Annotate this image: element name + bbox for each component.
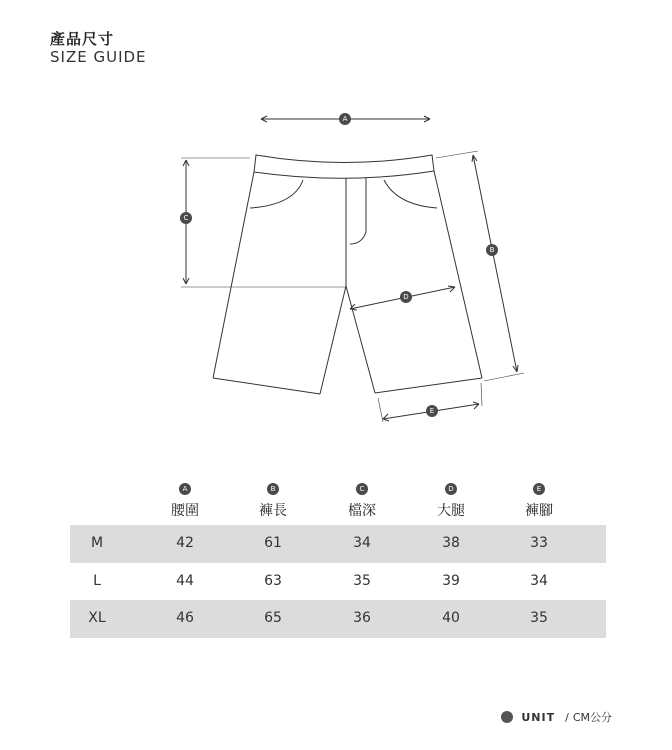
measure-lines <box>181 116 524 422</box>
table-cell: 38 <box>442 535 460 551</box>
table-row <box>70 563 606 601</box>
table-row <box>70 600 606 638</box>
unit-value: CM公分 <box>572 711 612 724</box>
size-label: XL <box>88 610 106 626</box>
table-cell: 44 <box>176 572 194 589</box>
marker-c <box>180 212 192 224</box>
table-cell: 35 <box>353 572 371 589</box>
marker-badge: A <box>179 483 191 495</box>
left-pocket <box>250 180 303 208</box>
table-row <box>70 525 606 563</box>
column-label: 大腿 <box>437 503 465 519</box>
right-hem <box>375 378 482 393</box>
svg-text:A: A <box>342 115 348 123</box>
fly-stitch <box>350 178 366 244</box>
table-cell: 33 <box>530 535 548 551</box>
column-header-hem <box>509 476 569 520</box>
right-outer-seam <box>434 171 482 378</box>
column-label: 腰圍 <box>171 503 199 519</box>
marker-b <box>486 244 498 256</box>
title-chinese: 產品尺寸 <box>50 30 115 48</box>
table-cell: 36 <box>353 610 371 626</box>
table-cell: 34 <box>353 535 371 551</box>
table-cell: 42 <box>176 535 194 551</box>
left-outer-seam <box>213 172 254 378</box>
svg-text:E: E <box>429 407 435 415</box>
marker-badge: C <box>356 483 368 495</box>
shorts-outline <box>213 155 482 394</box>
column-header-rise <box>332 476 392 520</box>
table-cell: 65 <box>264 610 282 626</box>
marker-d <box>400 291 412 303</box>
table-cell: 61 <box>264 535 282 551</box>
waistband <box>254 155 434 178</box>
column-header-waist <box>155 476 215 520</box>
column-label: 褲腳 <box>525 503 553 519</box>
marker-badge: E <box>533 483 545 495</box>
svg-text:D: D <box>403 293 409 301</box>
table-cell: 63 <box>264 572 282 589</box>
table-header <box>70 476 606 519</box>
table-cell: 40 <box>442 610 460 626</box>
column-header-length <box>243 476 303 520</box>
unit-label: UNIT <box>521 710 556 724</box>
unit-note <box>501 709 612 725</box>
column-header-thigh <box>421 476 481 520</box>
column-label: 檔深 <box>348 503 376 519</box>
table-cell: 34 <box>530 572 548 589</box>
marker-e <box>426 405 438 417</box>
marker-a <box>339 113 351 125</box>
title-english: SIZE GUIDE <box>50 48 147 66</box>
right-pocket <box>384 180 437 208</box>
bullet-icon <box>501 711 513 723</box>
size-table <box>70 525 606 638</box>
size-label: M <box>90 535 104 551</box>
unit-separator: / <box>565 710 569 724</box>
column-label: 褲長 <box>259 503 287 519</box>
table-cell: 39 <box>442 572 460 589</box>
table-cell: 46 <box>176 610 194 626</box>
table-cell: 35 <box>530 610 548 626</box>
size-label: L <box>93 572 101 589</box>
left-hem <box>213 378 320 394</box>
right-inseam <box>346 286 375 393</box>
left-inseam <box>320 286 346 394</box>
marker-badge: B <box>267 483 279 495</box>
marker-badge: D <box>445 483 457 495</box>
svg-text:B: B <box>489 246 495 254</box>
svg-text:C: C <box>183 214 189 222</box>
